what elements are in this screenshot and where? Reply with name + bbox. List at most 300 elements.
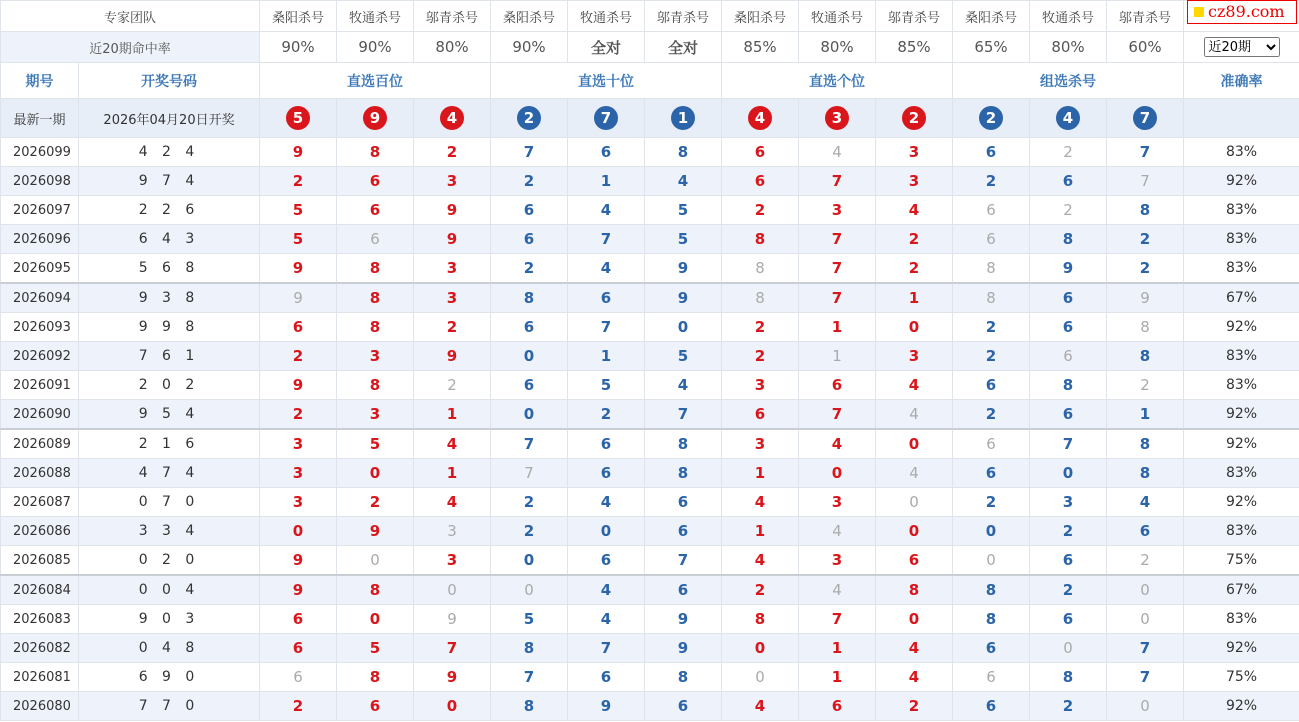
kill-number: 1	[908, 289, 920, 307]
kill-number: 2	[600, 405, 612, 423]
table-row	[1, 283, 1299, 313]
kill-cell	[799, 313, 876, 342]
kill-number: 0	[446, 697, 458, 715]
kill-number: 3	[1062, 493, 1074, 511]
latest-date: 2026年04月20日开奖	[79, 99, 260, 138]
kill-number: 2	[446, 318, 458, 336]
kill-number: 6	[986, 435, 996, 453]
issue-number: 2026088	[1, 459, 79, 488]
kill-cell	[953, 605, 1030, 634]
kill-cell	[953, 634, 1030, 663]
kill-number: 4	[600, 610, 612, 628]
kill-number: 2	[908, 697, 920, 715]
accuracy-value: 92%	[1184, 429, 1299, 459]
kill-number: 3	[369, 347, 381, 365]
kill-number: 6	[1062, 172, 1074, 190]
kill-number: 1	[446, 464, 458, 482]
kill-number: 9	[292, 551, 304, 569]
kill-cell	[491, 167, 568, 196]
kill-cell	[722, 459, 799, 488]
kill-cell	[722, 575, 799, 605]
kill-cell	[722, 225, 799, 254]
kill-cell	[491, 283, 568, 313]
kill-cell	[1107, 138, 1184, 167]
table-row	[1, 254, 1299, 284]
kill-number: 1	[831, 639, 843, 657]
kill-cell	[260, 225, 337, 254]
kill-number: 6	[292, 610, 304, 628]
issue-number: 2026083	[1, 605, 79, 634]
number-ball: 2	[517, 106, 541, 130]
kill-number: 6	[600, 143, 612, 161]
kill-number: 5	[292, 230, 304, 248]
kill-cell	[799, 400, 876, 430]
kill-cell	[876, 429, 953, 459]
kill-cell	[876, 692, 953, 721]
kill-cell	[722, 283, 799, 313]
kill-number: 9	[677, 259, 689, 277]
latest-ball-cell	[414, 99, 491, 138]
kill-number: 6	[293, 668, 303, 686]
kill-number: 3	[908, 172, 920, 190]
period-select[interactable]	[1204, 37, 1280, 57]
kill-number: 2	[1140, 376, 1150, 394]
kill-cell	[799, 138, 876, 167]
kill-cell	[414, 225, 491, 254]
kill-number: 7	[446, 639, 458, 657]
kill-number: 2	[292, 172, 304, 190]
kill-cell	[1030, 225, 1107, 254]
kill-number: 8	[523, 697, 535, 715]
accuracy-value: 92%	[1184, 634, 1299, 663]
draw-number: 0 7 0	[79, 488, 260, 517]
kill-cell	[1030, 429, 1107, 459]
kill-cell	[876, 634, 953, 663]
kill-number: 0	[523, 347, 535, 365]
kill-cell	[491, 517, 568, 546]
kill-number: 6	[754, 143, 766, 161]
kill-number: 2	[1139, 259, 1151, 277]
kill-cell	[799, 342, 876, 371]
kill-cell	[953, 138, 1030, 167]
kill-number: 2	[908, 230, 920, 248]
table-row	[1, 225, 1299, 254]
kill-cell	[645, 605, 722, 634]
hit-rate: 65%	[953, 32, 1030, 63]
kill-cell	[722, 313, 799, 342]
kill-cell	[1107, 488, 1184, 517]
kill-cell	[414, 692, 491, 721]
issue-number: 2026092	[1, 342, 79, 371]
draw-number: 2 2 6	[79, 196, 260, 225]
kill-number: 2	[523, 493, 535, 511]
kill-cell	[568, 517, 645, 546]
kill-number: 4	[677, 376, 689, 394]
kill-cell	[1107, 400, 1184, 430]
kill-cell	[645, 634, 722, 663]
draw-number: 0 2 0	[79, 546, 260, 576]
kill-number: 2	[292, 405, 304, 423]
kill-number: 7	[523, 668, 535, 686]
kill-cell	[414, 663, 491, 692]
kill-cell	[799, 225, 876, 254]
kill-cell	[953, 196, 1030, 225]
draw-number: 9 0 3	[79, 605, 260, 634]
kill-cell	[337, 167, 414, 196]
kill-cell	[876, 313, 953, 342]
kill-number: 0	[1140, 581, 1150, 599]
table-row	[1, 605, 1299, 634]
kill-cell	[722, 429, 799, 459]
hit-rate: 90%	[260, 32, 337, 63]
kill-cell	[414, 138, 491, 167]
kill-cell	[491, 313, 568, 342]
kill-cell	[414, 605, 491, 634]
draw-number: 9 5 4	[79, 400, 260, 430]
kill-number: 5	[369, 435, 381, 453]
kill-number: 6	[292, 639, 304, 657]
kill-cell	[337, 488, 414, 517]
kill-cell	[799, 371, 876, 400]
header-issue: 期号	[1, 63, 79, 99]
kill-number: 3	[831, 493, 843, 511]
kill-cell	[414, 167, 491, 196]
kill-number: 6	[369, 201, 381, 219]
kill-number: 6	[1062, 551, 1074, 569]
kill-cell	[260, 167, 337, 196]
kill-cell	[722, 400, 799, 430]
kill-cell	[876, 225, 953, 254]
issue-number: 2026094	[1, 283, 79, 313]
kill-cell	[799, 575, 876, 605]
draw-number: 5 6 8	[79, 254, 260, 284]
kill-number: 6	[1139, 522, 1151, 540]
kill-number: 6	[1062, 610, 1074, 628]
kill-number: 6	[600, 464, 612, 482]
kill-number: 6	[523, 376, 535, 394]
kill-number: 3	[446, 259, 458, 277]
kill-cell	[491, 371, 568, 400]
accuracy-value: 92%	[1184, 692, 1299, 721]
logo-square-icon	[1194, 7, 1204, 17]
kill-number: 8	[754, 230, 766, 248]
table-row	[1, 196, 1299, 225]
kill-number: 0	[292, 522, 304, 540]
kill-number: 4	[908, 639, 920, 657]
kill-cell	[722, 692, 799, 721]
kill-number: 0	[1140, 610, 1150, 628]
kill-number: 9	[369, 522, 381, 540]
number-ball: 2	[979, 106, 1003, 130]
header-draw: 开奖号码	[79, 63, 260, 99]
kill-number: 6	[523, 230, 535, 248]
kill-cell	[645, 225, 722, 254]
accuracy-value: 83%	[1184, 225, 1299, 254]
expert-name: 牧通杀号	[799, 1, 876, 32]
kill-number: 2	[985, 318, 997, 336]
kill-cell	[722, 634, 799, 663]
kill-number: 8	[755, 259, 765, 277]
hit-rate: 全对	[568, 32, 645, 63]
kill-cell	[799, 254, 876, 284]
kill-number: 4	[832, 522, 842, 540]
kill-cell	[645, 254, 722, 284]
kill-number: 8	[677, 668, 689, 686]
header-tens: 直选十位	[491, 63, 722, 99]
kill-number: 5	[677, 230, 689, 248]
kill-cell	[1107, 605, 1184, 634]
kill-cell	[799, 546, 876, 576]
kill-cell	[1030, 605, 1107, 634]
accuracy-value: 92%	[1184, 400, 1299, 430]
kill-cell	[1107, 342, 1184, 371]
kill-cell	[876, 517, 953, 546]
kill-cell	[337, 342, 414, 371]
kill-cell	[568, 663, 645, 692]
kill-cell	[1107, 517, 1184, 546]
kill-cell	[1107, 429, 1184, 459]
kill-number: 1	[832, 347, 842, 365]
kill-cell	[1030, 546, 1107, 576]
hit-rate: 85%	[722, 32, 799, 63]
kill-number: 2	[1062, 697, 1074, 715]
kill-cell	[1030, 488, 1107, 517]
kill-cell	[722, 371, 799, 400]
kill-number: 2	[369, 493, 381, 511]
kill-number: 6	[600, 668, 612, 686]
kill-cell	[260, 692, 337, 721]
kill-cell	[1030, 692, 1107, 721]
kill-number: 1	[754, 522, 766, 540]
kill-number: 3	[754, 435, 766, 453]
hit-rate: 80%	[414, 32, 491, 63]
kill-number: 5	[292, 201, 304, 219]
number-ball: 1	[671, 106, 695, 130]
kill-cell	[568, 371, 645, 400]
kill-number: 3	[446, 289, 458, 307]
number-ball: 7	[594, 106, 618, 130]
kill-number: 4	[832, 143, 842, 161]
latest-ball-cell	[568, 99, 645, 138]
kill-cell	[1030, 283, 1107, 313]
kill-cell	[722, 167, 799, 196]
kill-cell	[568, 167, 645, 196]
kill-cell	[722, 488, 799, 517]
kill-cell	[568, 546, 645, 576]
kill-number: 2	[1062, 581, 1074, 599]
kill-number: 8	[985, 581, 997, 599]
hit-rate-row	[1, 32, 1299, 63]
expert-team-row	[1, 1, 1299, 32]
kill-cell	[1030, 400, 1107, 430]
kill-number: 3	[908, 347, 920, 365]
site-logo[interactable]	[1187, 0, 1297, 24]
expert-name: 邬青杀号	[645, 1, 722, 32]
latest-ball-cell	[876, 99, 953, 138]
kill-number: 0	[370, 551, 380, 569]
issue-number: 2026099	[1, 138, 79, 167]
kill-cell	[645, 313, 722, 342]
table-row	[1, 663, 1299, 692]
issue-number: 2026081	[1, 663, 79, 692]
kill-cell	[1030, 517, 1107, 546]
kill-cell	[337, 459, 414, 488]
hit-rate: 90%	[337, 32, 414, 63]
kill-cell	[1107, 196, 1184, 225]
issue-number: 2026080	[1, 692, 79, 721]
kill-number: 6	[986, 201, 996, 219]
kill-cell	[414, 575, 491, 605]
issue-number: 2026085	[1, 546, 79, 576]
kill-cell	[414, 254, 491, 284]
kill-number: 2	[523, 259, 535, 277]
kill-cell	[645, 663, 722, 692]
kill-number: 3	[446, 551, 458, 569]
kill-cell	[953, 371, 1030, 400]
expert-name: 牧通杀号	[568, 1, 645, 32]
kill-cell	[568, 196, 645, 225]
kill-number: 3	[369, 405, 381, 423]
kill-number: 2	[292, 347, 304, 365]
kill-cell	[645, 283, 722, 313]
kill-number: 7	[831, 230, 843, 248]
kill-cell	[799, 459, 876, 488]
kill-cell	[645, 196, 722, 225]
header-units: 直选个位	[722, 63, 953, 99]
kill-number: 2	[1140, 551, 1150, 569]
table-row	[1, 692, 1299, 721]
kill-number: 4	[754, 493, 766, 511]
kill-number: 0	[755, 668, 765, 686]
kill-number: 2	[754, 347, 766, 365]
kill-number: 2	[523, 172, 535, 190]
table-row	[1, 400, 1299, 430]
kill-cell	[491, 546, 568, 576]
kill-cell	[953, 283, 1030, 313]
kill-cell	[1030, 634, 1107, 663]
kill-number: 9	[292, 259, 304, 277]
kill-cell	[1030, 167, 1107, 196]
kill-cell	[414, 429, 491, 459]
kill-cell	[260, 138, 337, 167]
kill-number: 4	[1139, 493, 1151, 511]
kill-cell	[414, 313, 491, 342]
kill-cell	[1030, 196, 1107, 225]
kill-cell	[491, 634, 568, 663]
kill-number: 3	[292, 493, 304, 511]
kill-number: 6	[985, 376, 997, 394]
kill-number: 6	[677, 581, 689, 599]
kill-cell	[1107, 254, 1184, 284]
kill-cell	[1030, 138, 1107, 167]
accuracy-value: 83%	[1184, 517, 1299, 546]
kill-number: 1	[600, 347, 612, 365]
kill-number: 0	[754, 639, 766, 657]
kill-number: 3	[831, 551, 843, 569]
kill-cell	[645, 692, 722, 721]
kill-number: 9	[446, 668, 458, 686]
kill-number: 1	[831, 668, 843, 686]
kill-number: 9	[446, 347, 458, 365]
latest-ball-cell	[337, 99, 414, 138]
kill-number: 9	[292, 143, 304, 161]
kill-number: 0	[369, 610, 381, 628]
kill-cell	[260, 429, 337, 459]
accuracy-value: 75%	[1184, 546, 1299, 576]
kill-cell	[953, 429, 1030, 459]
kill-number: 8	[1139, 464, 1151, 482]
kill-cell	[722, 663, 799, 692]
kill-number: 2	[1063, 201, 1073, 219]
draw-number: 7 7 0	[79, 692, 260, 721]
table-row	[1, 138, 1299, 167]
kill-cell	[1107, 283, 1184, 313]
kill-cell	[645, 138, 722, 167]
kill-cell	[568, 283, 645, 313]
kill-number: 4	[677, 172, 689, 190]
kill-cell	[568, 634, 645, 663]
table-row	[1, 342, 1299, 371]
number-ball: 3	[825, 106, 849, 130]
number-ball: 9	[363, 106, 387, 130]
kill-number: 4	[446, 435, 458, 453]
kill-number: 4	[600, 259, 612, 277]
kill-cell	[260, 400, 337, 430]
kill-cell	[414, 283, 491, 313]
kill-number: 8	[369, 143, 381, 161]
kill-number: 8	[677, 464, 689, 482]
kill-number: 9	[677, 639, 689, 657]
kill-number: 4	[600, 581, 612, 599]
kill-number: 8	[986, 259, 996, 277]
kill-number: 6	[600, 289, 612, 307]
kill-cell	[568, 575, 645, 605]
kill-number: 0	[447, 581, 457, 599]
kill-number: 5	[677, 347, 689, 365]
kill-cell	[799, 283, 876, 313]
kill-cell	[1030, 371, 1107, 400]
kill-cell	[876, 371, 953, 400]
kill-number: 9	[292, 581, 304, 599]
kill-number: 6	[677, 697, 689, 715]
kill-number: 4	[908, 668, 920, 686]
kill-number: 5	[677, 201, 689, 219]
kill-number: 8	[369, 668, 381, 686]
kill-cell	[722, 546, 799, 576]
kill-cell	[337, 605, 414, 634]
number-ball: 5	[286, 106, 310, 130]
hit-rate: 80%	[1030, 32, 1107, 63]
draw-number: 2 1 6	[79, 429, 260, 459]
kill-number: 3	[908, 143, 920, 161]
kill-cell	[337, 313, 414, 342]
kill-number: 0	[909, 493, 919, 511]
kill-cell	[1107, 225, 1184, 254]
kill-cell	[337, 138, 414, 167]
issue-number: 2026082	[1, 634, 79, 663]
team-label: 专家团队	[1, 1, 260, 32]
number-ball: 2	[902, 106, 926, 130]
kill-cell	[260, 313, 337, 342]
kill-number: 4	[600, 493, 612, 511]
table-row	[1, 575, 1299, 605]
kill-cell	[414, 196, 491, 225]
kill-number: 8	[1140, 318, 1150, 336]
kill-cell	[799, 692, 876, 721]
issue-number: 2026090	[1, 400, 79, 430]
expert-name: 桑阳杀号	[260, 1, 337, 32]
header-group: 组选杀号	[953, 63, 1184, 99]
